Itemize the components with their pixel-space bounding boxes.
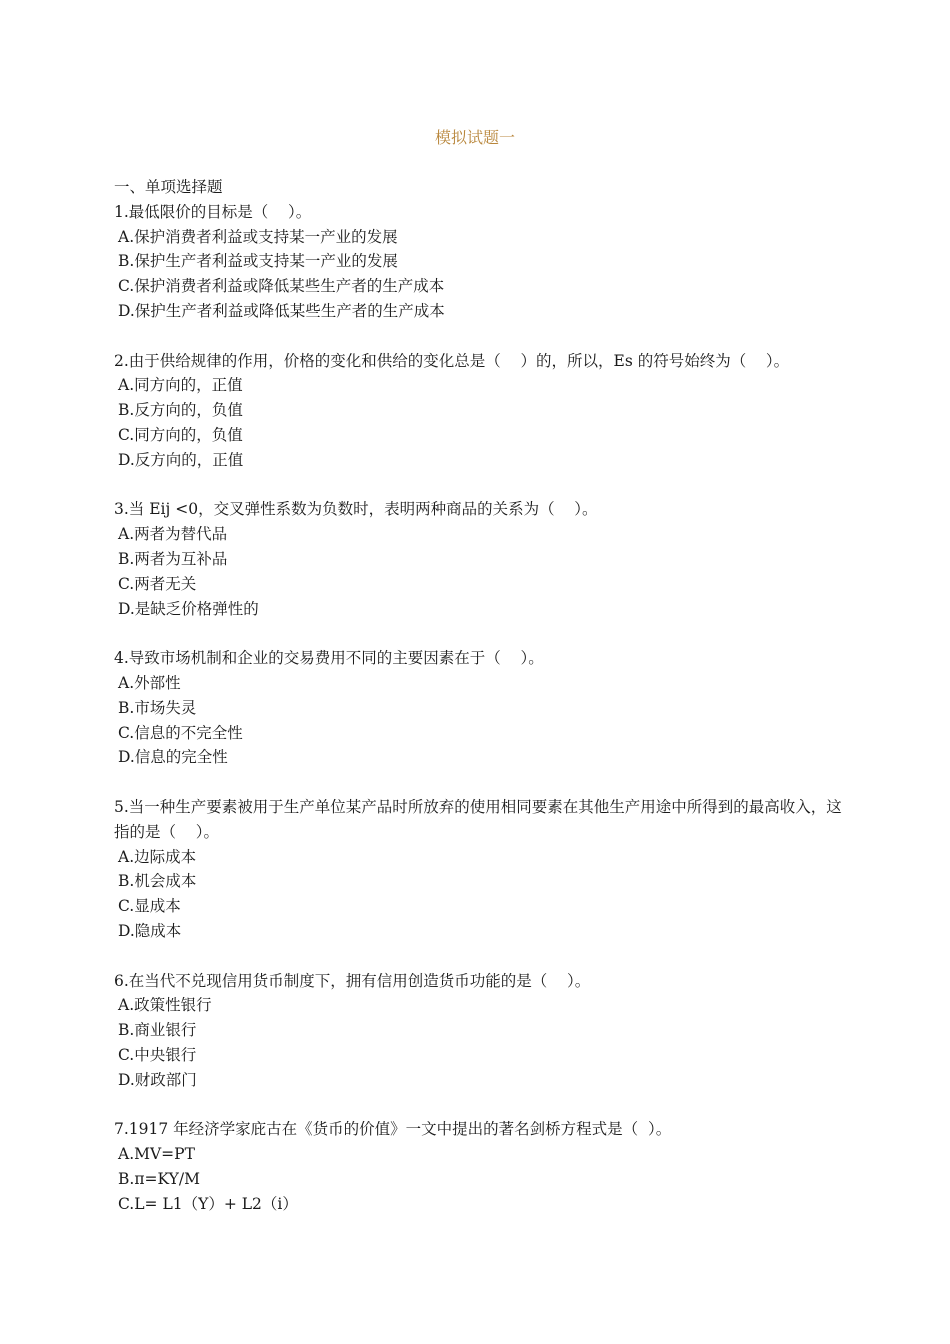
question-stem: 6.在当代不兑现信用货币制度下，拥有信用创造货币功能的是（ ）。 [114, 971, 591, 990]
option-d: D.是缺乏价格弹性的 [118, 599, 259, 618]
question-6 [114, 969, 844, 1093]
option-b: B.保护生产者利益或支持某一产业的发展 [118, 252, 398, 271]
option-d: D.反方向的，正值 [118, 450, 244, 469]
option-b: B.市场失灵 [118, 698, 197, 717]
question-7 [114, 1117, 844, 1216]
page-title: 模拟试题一 [434, 128, 515, 147]
option-a: A.保护消费者利益或支持某一产业的发展 [118, 227, 398, 246]
option-a: A.MV=PT [118, 1145, 195, 1164]
question-1 [114, 200, 844, 324]
question-stem: 3.当 Eij <0，交叉弹性系数为负数时，表明两种商品的关系为（ ）。 [114, 500, 598, 519]
option-c: C.同方向的，负值 [118, 425, 243, 444]
option-c: C.信息的不完全性 [118, 723, 243, 742]
option-b: B.商业银行 [118, 1021, 197, 1040]
option-c: C.两者无关 [118, 574, 197, 593]
option-a: A.边际成本 [118, 847, 197, 866]
exam-content [114, 175, 844, 1216]
question-stem: 2.由于供给规律的作用，价格的变化和供给的变化总是（ ）的，所以，Es 的符号始终为（ ）。 [114, 351, 790, 370]
option-d: D.财政部门 [118, 1070, 197, 1089]
option-c: C.中央银行 [118, 1045, 197, 1064]
question-stem: 5.当一种生产要素被用于生产单位某产品时所放弃的使用相同要素在其他生产用途中所得到的最高收入，这指的是（ ）。 [114, 797, 842, 841]
question-3 [114, 497, 844, 621]
option-d: D.隐成本 [118, 921, 182, 940]
option-d: D.保护生产者利益或降低某些生产者的生产成本 [118, 301, 445, 320]
section-heading: 一、单项选择题 [114, 178, 223, 196]
question-4 [114, 646, 844, 770]
question-stem: 1.最低限价的目标是（ ）。 [114, 202, 312, 221]
option-b: B.两者为互补品 [118, 549, 228, 568]
question-2 [114, 349, 844, 473]
option-a: A.外部性 [118, 673, 181, 692]
option-b: B.π=KY/M [118, 1169, 200, 1188]
option-b: B.反方向的，负值 [118, 401, 243, 420]
option-c: C.L= L1（Y）+ L2（i） [118, 1194, 298, 1213]
option-a: A.两者为替代品 [118, 525, 228, 544]
option-a: A.同方向的，正值 [118, 376, 243, 395]
option-c: C.显成本 [118, 897, 181, 916]
option-c: C.保护消费者利益或降低某些生产者的生产成本 [118, 277, 445, 296]
question-stem: 4.导致市场机制和企业的交易费用不同的主要因素在于（ ）。 [114, 649, 544, 668]
option-b: B.机会成本 [118, 872, 197, 891]
option-a: A.政策性银行 [118, 996, 212, 1015]
option-d: D.信息的完全性 [118, 748, 228, 767]
question-stem: 7.1917 年经济学家庇古在《货币的价值》一文中提出的著名剑桥方程式是（ ）。 [114, 1120, 672, 1139]
question-5 [114, 795, 844, 944]
